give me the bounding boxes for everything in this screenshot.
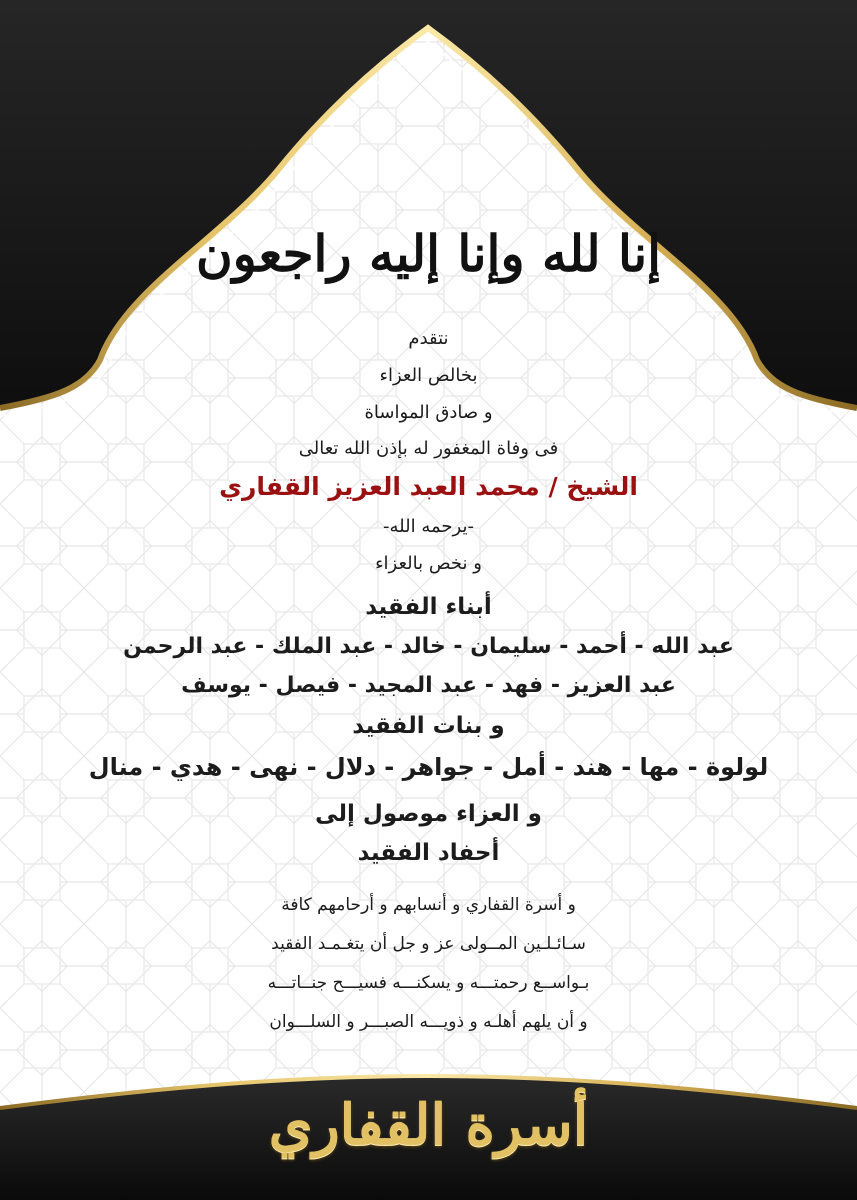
intro-line-3: و صادق المواساة — [364, 402, 493, 423]
deceased-name: الشيخ / محمد العبد العزيز القفاري — [219, 472, 638, 501]
sons-row-2: عبد العزيز - فهد - عبد المجيد - فيصل - يوسف — [181, 673, 676, 698]
intro-line-4: فى وفاة المغفور له بإذن الله تعالى — [298, 438, 559, 459]
daughters-row-1: لولوة - مها - هند - أمل - جواهر - دلال - نهى - هدي - منال — [88, 753, 769, 781]
quranic-verse-calligraphy: إنا لله وإنا إليه راجعون — [195, 224, 662, 283]
special-condolence: و نخص بالعزاء — [375, 553, 482, 574]
closing-line-1: و أسرة القفاري و أنسابهم و أرحامهم كافة — [281, 895, 576, 915]
intro-line-2: بخالص العزاء — [379, 365, 478, 386]
sons-row-1: عبد الله - أحمد - سليمان - خالد - عبد الملك - عبد الرحمن — [123, 634, 734, 659]
sons-heading: أبناء الفقيد — [365, 594, 492, 620]
intro-line-1: نتقدم — [408, 328, 449, 349]
family-signature-calligraphy: أسرة القفاري — [268, 1092, 589, 1158]
closing-line-3: بـواســع رحمتـــه و يسكنـــه فسيـــح جنــاتـــه — [267, 973, 590, 993]
closing-line-2: سـائـلـين المــولى عز و جل أن يتغـمـد الفقيد — [271, 934, 586, 954]
mercy-prayer: -يرحمه الله- — [383, 516, 474, 537]
closing-line-4: و أن يلهم أهلـه و ذويـــه الصبـــر و السلـــوان — [269, 1012, 588, 1032]
daughters-heading: و بنات الفقيد — [352, 713, 505, 739]
extended-line-2: أحفاد الفقيد — [357, 840, 500, 866]
extended-line-1: و العزاء موصول إلى — [315, 801, 542, 827]
